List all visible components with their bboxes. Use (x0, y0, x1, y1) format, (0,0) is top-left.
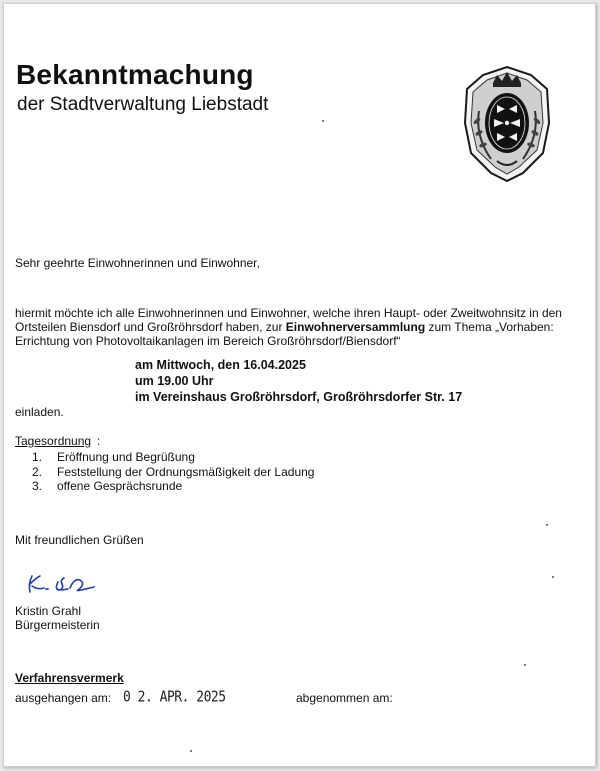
event-details (135, 357, 462, 405)
coat-of-arms-icon (461, 61, 553, 183)
event-date: am Mittwoch, den 16.04.2025 (135, 358, 306, 372)
agenda-item (32, 465, 314, 480)
agenda-heading (15, 434, 91, 448)
page-subtitle: der Stadtverwaltung Liebstadt (17, 94, 269, 115)
agenda-heading-text: Tagesordnung (15, 434, 92, 448)
page-title: Bekanntmachung (16, 59, 254, 90)
greeting: Mit freundlichen Grüßen (15, 533, 144, 547)
agenda-item-number: 1. (32, 450, 43, 464)
paragraph-text-2: zum Thema „Vorhaben: Errichtung von Photovoltaikanlagen im Bereich Großröhrsdorf/Biensdorf“ (15, 320, 554, 348)
salutation: Sehr geehrte Einwohnerinnen und Einwohner, (15, 256, 260, 270)
agenda-item (32, 479, 314, 494)
posted-label: ausgehangen am: (15, 691, 112, 705)
scan-speck (190, 750, 192, 752)
procedure-heading: Verfahrensvermerk (15, 671, 124, 685)
invite-closing: einladen. (15, 405, 64, 419)
scan-speck (546, 524, 548, 526)
event-time: um 19.00 Uhr (135, 374, 214, 388)
announcement-page (3, 3, 596, 767)
paragraph-highlight: Einwohnerversammlung (285, 320, 426, 334)
signature-icon (24, 570, 96, 596)
signer-role: Bürgermeisterin (15, 618, 100, 632)
agenda-item-text: Feststellung der Ordnungsmäßigkeit der Ladung (57, 464, 315, 479)
signer-name: Kristin Grahl (15, 604, 82, 618)
agenda-item-number: 2. (32, 464, 43, 479)
agenda-item-text: offene Gesprächsrunde (57, 479, 183, 493)
posted-date-stamp: 0 2. APR. 2025 (123, 689, 226, 707)
scan-speck (524, 664, 526, 666)
event-location: im Vereinshaus Großröhrsdorf, Großröhrsdorfer Str. 17 (135, 390, 463, 404)
agenda-item (32, 450, 314, 465)
removed-label: abgenommen am: (296, 691, 393, 705)
scan-speck (552, 576, 554, 578)
paragraph-text-1: hiermit möchte ich alle Einwohnerinnen und Einwohner, welche ihren Haupt- oder Zweitwohnsitz in den Ortsteilen Biensdorf und Großröhrsdorf haben, zur (15, 306, 562, 334)
agenda-item-number: 3. (32, 479, 43, 493)
agenda-list (32, 450, 314, 494)
agenda-heading-colon: : (97, 434, 101, 448)
agenda-item-text: Eröffnung und Begrüßung (57, 450, 195, 464)
scan-speck (322, 120, 324, 122)
invitation-paragraph (15, 306, 585, 348)
